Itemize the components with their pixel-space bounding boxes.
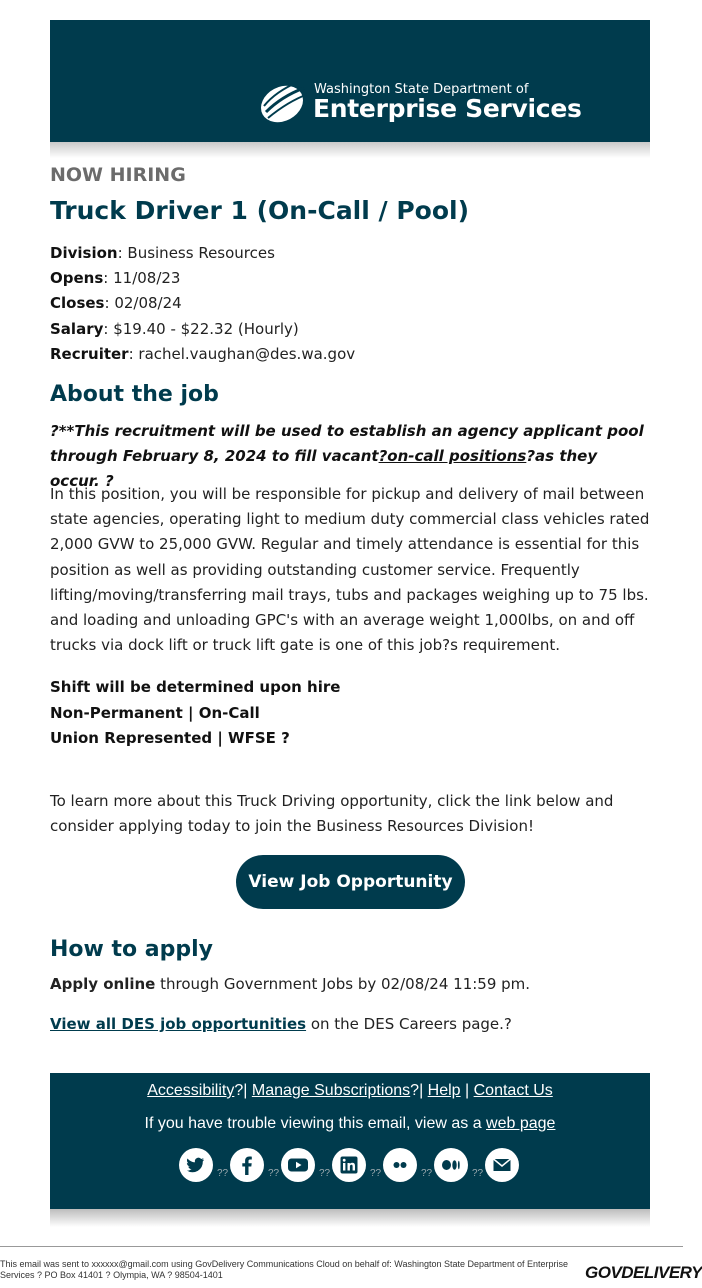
accessibility-link[interactable]: Accessibility	[147, 1082, 235, 1099]
salary-value: $19.40 - $22.32 (Hourly)	[113, 319, 299, 338]
view-job-opportunity-button[interactable]: View Job Opportunity	[236, 855, 465, 909]
social-sep: ??	[217, 1168, 229, 1179]
social-sep: ??	[370, 1168, 382, 1179]
govdelivery-logo[interactable]: GOVDELIVERY	[585, 1263, 702, 1282]
bottom-divider	[0, 1246, 683, 1247]
division-value: Business Resources	[127, 244, 275, 262]
closes-row: Closes: 02/08/24	[50, 294, 182, 313]
now-hiring-label: NOW HIRING	[50, 164, 186, 186]
salary-row: Salary: $19.40 - $22.32 (Hourly)	[50, 319, 299, 338]
social-sep: ??	[268, 1168, 280, 1179]
twitter-icon[interactable]	[179, 1148, 213, 1182]
social-sep: ??	[421, 1168, 433, 1179]
pool-note-suffix: ?as they occur. ?	[50, 447, 598, 490]
logo-small-text: Washington State Department of	[314, 82, 529, 97]
flickr-icon[interactable]	[383, 1148, 417, 1182]
contact-us-link[interactable]: Contact Us	[473, 1082, 553, 1099]
des-logo-mark-icon	[258, 76, 310, 126]
view-all-jobs-link[interactable]: View all DES job opportunities	[50, 1015, 307, 1033]
email-icon[interactable]	[485, 1148, 519, 1182]
job-attributes	[50, 675, 340, 752]
logo-big-text: Enterprise Services	[313, 94, 582, 123]
apply-online-rest: through Government Jobs by 02/08/24 11:59 pm.	[155, 975, 531, 993]
trouble-viewing-text: If you have trouble viewing this email, view as a	[144, 1115, 487, 1132]
job-meta	[50, 241, 355, 367]
about-heading: About the job	[50, 382, 219, 407]
header-shadow	[50, 142, 650, 158]
footer-links	[50, 1082, 650, 1100]
opens-row: Opens: 11/08/23	[50, 269, 181, 288]
recruiter-label: Recruiter	[50, 344, 129, 363]
facebook-icon[interactable]	[230, 1148, 264, 1182]
footer	[50, 1073, 650, 1209]
footer-web-page-line	[50, 1115, 650, 1133]
view-all-rest: on the DES Careers page.?	[306, 1015, 512, 1033]
footer-sep-3: |	[460, 1082, 474, 1099]
social-sep: ??	[319, 1168, 331, 1179]
header-banner	[50, 20, 650, 142]
closes-label: Closes	[50, 294, 105, 313]
footer-shadow	[50, 1209, 650, 1227]
recruiter-value: rachel.vaughan@des.wa.gov	[138, 344, 356, 363]
linkedin-icon[interactable]	[332, 1148, 366, 1182]
job-description: In this position, you will be responsible for pickup and delivery of mail between state agencies, operating light to medium duty commercial class vehicles rated 2,000 GVW to 25,000 GVW. Regular and timely attendance is essential for this position as well as providing outstanding customer service. Frequently lifting/moving/transferring mail trays, tubs and packages weighing up to 75 lbs. and loading and unloading GPC's with an average weight 1,000lbs, on and off trucks via dock lift or truck lift gate is one of this job?s requirement.	[50, 485, 650, 655]
opens-label: Opens	[50, 269, 104, 288]
apply-online-text	[50, 972, 650, 997]
pool-note-prefix: ?**This recruitment will be used to establish an agency applicant pool through February 8, 2024 to fill vacant	[50, 422, 644, 465]
apply-online-bold: Apply online	[50, 975, 156, 993]
shift-line: Shift will be determined upon hire	[50, 678, 341, 696]
on-call-positions-link[interactable]: ?on-call positions	[378, 447, 527, 465]
recruiter-row: Recruiter: rachel.vaughan@des.wa.gov	[50, 344, 356, 363]
opens-value: 11/08/23	[113, 269, 181, 288]
learn-more-text: To learn more about this Truck Driving opportunity, click the link below and consider applying today to join the Business Resources Division!	[50, 792, 614, 836]
footer-sep-1: ?|	[234, 1082, 252, 1099]
manage-subscriptions-link[interactable]: Manage Subscriptions	[251, 1082, 411, 1099]
help-link[interactable]: Help	[427, 1082, 461, 1099]
view-all-text	[50, 1012, 650, 1037]
union-line: Union Represented | WFSE ?	[50, 729, 290, 747]
social-sep: ??	[472, 1168, 484, 1179]
how-to-apply-heading: How to apply	[50, 937, 214, 962]
division-row: Division: Business Resources	[50, 244, 275, 262]
footer-sep-2: ?|	[410, 1082, 428, 1099]
youtube-icon[interactable]	[281, 1148, 315, 1182]
permanence-line: Non-Permanent | On-Call	[50, 703, 260, 722]
medium-icon[interactable]	[434, 1148, 468, 1182]
salary-label: Salary	[50, 319, 104, 338]
division-label: Division	[50, 244, 118, 262]
closes-value: 02/08/24	[114, 294, 182, 313]
sent-to-notice: This email was sent to xxxxxx@gmail.com using GovDelivery Communications Cloud on behalf of: Washington State Department of Enterprise Services ? PO Box 41401 ? Olympia, WA ? 98504-1401	[0, 1259, 569, 1280]
job-title: Truck Driver 1 (On-Call / Pool)	[50, 196, 470, 225]
des-logo[interactable]	[258, 74, 582, 130]
web-page-link[interactable]: web page	[486, 1115, 556, 1132]
